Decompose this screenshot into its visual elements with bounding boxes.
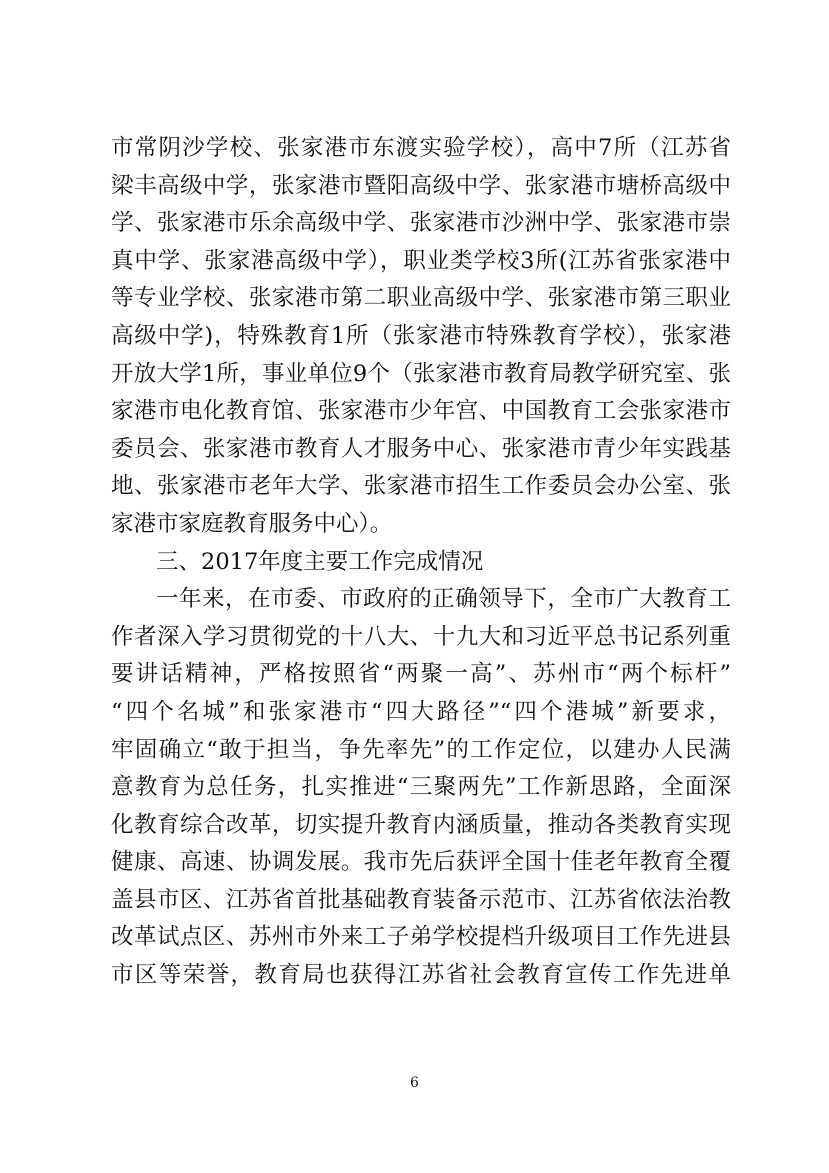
text-line: 化教育综合改革，切实提升教育内涵质量，推动各类教育实现 <box>111 811 731 838</box>
text-line: 健康、高速、协调发展。我市先后获评全国十佳老年教育全覆 <box>111 849 731 876</box>
text-line: 开放大学1所，事业单位9个（张家港市教育局教学研究室、张 <box>111 360 731 387</box>
text-line: 真中学、张家港高级中学），职业类学校3所(江苏省张家港中 <box>111 247 731 274</box>
text-line: 家港市家庭教育服务中心）。 <box>111 510 393 537</box>
text-line: 家港市电化教育馆、张家港市少年宫、中国教育工会张家港市 <box>111 398 731 425</box>
text-line: 牢固确立“敢于担当，争先率先”的工作定位，以建办人民满 <box>111 736 731 763</box>
text-line: 等专业学校、张家港市第二职业高级中学、张家港市第三职业 <box>111 285 731 312</box>
text-line: “四个名城”和张家港市“四大路径”“四个港城”新要求， <box>111 698 731 725</box>
text-line: 作者深入学习贯彻党的十八大、十九大和习近平总书记系列重 <box>111 623 731 650</box>
text-line: 市常阴沙学校、张家港市东渡实验学校），高中7所（江苏省 <box>111 135 731 161</box>
text-line: 一年来，在市委、市政府的正确领导下，全市广大教育工 <box>156 586 731 613</box>
text-line: 要讲话精神，严格按照省“两聚一高”、苏州市“两个标杆” <box>111 661 731 688</box>
text-line: 改革试点区、苏州市外来工子弟学校提档升级项目工作先进县 <box>111 924 731 951</box>
text-line: 委员会、张家港市教育人才服务中心、张家港市青少年实践基 <box>111 435 731 462</box>
section-heading: 三、2017年度主要工作完成情况 <box>156 548 484 575</box>
text-line: 地、张家港市老年大学、张家港市招生工作委员会办公室、张 <box>111 473 731 500</box>
body-text <box>111 130 731 995</box>
text-line: 高级中学)，特殊教育1所（张家港市特殊教育学校），张家港 <box>111 322 731 349</box>
text-line: 意教育为总任务，扎实推进“三聚两先”工作新思路，全面深 <box>111 774 731 801</box>
text-line: 学、张家港市乐余高级中学、张家港市沙洲中学、张家港市崇 <box>111 210 731 237</box>
text-line: 市区等荣誉，教育局也获得江苏省社会教育宣传工作先进单 <box>111 962 731 989</box>
text-line: 盖县市区、江苏省首批基础教育装备示范市、江苏省依法治教 <box>111 886 731 913</box>
text-line: 梁丰高级中学，张家港市暨阳高级中学、张家港市塘桥高级中 <box>111 172 731 199</box>
page-number: 6 <box>410 1075 419 1091</box>
